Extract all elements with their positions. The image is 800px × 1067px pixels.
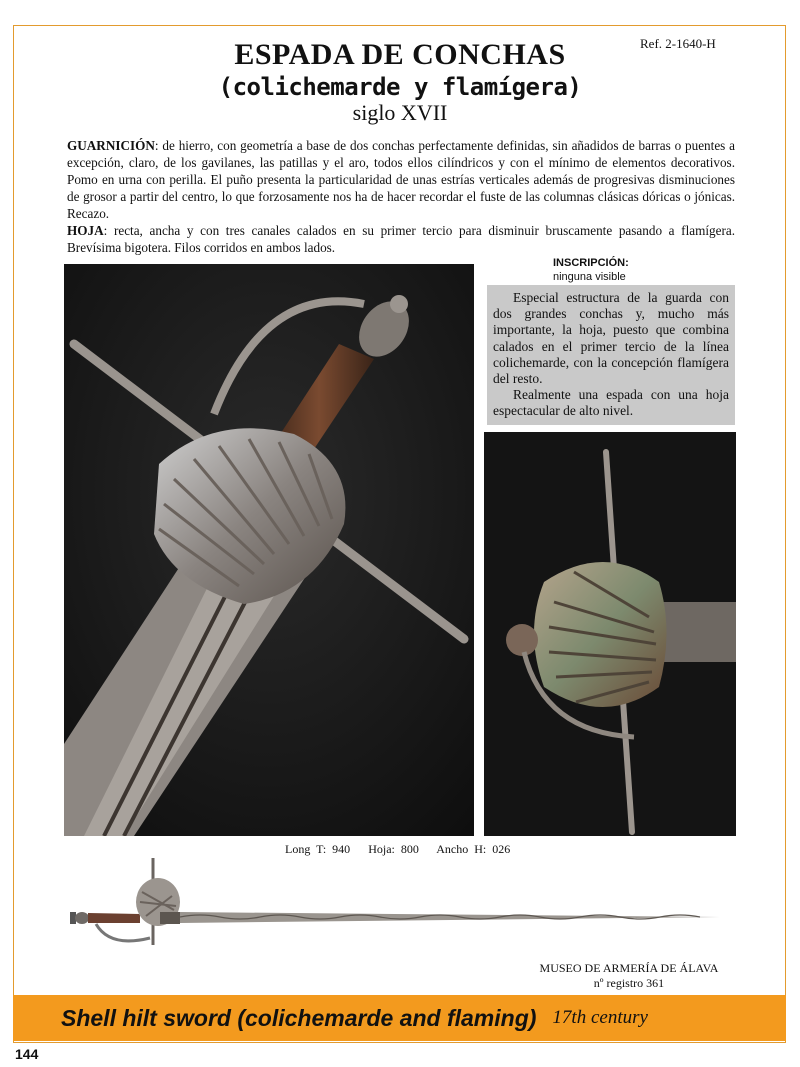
page-number: 144 (15, 1046, 39, 1062)
english-century: 17th century (552, 1007, 648, 1028)
hoja-text: : recta, ancha y con tres canales calados en su primer tercio para disminuir bruscamente pasando a flamígera. Brevísima bigotera. Filos corridos en ambos lados. (67, 223, 735, 255)
hilt-photo-main (64, 264, 474, 836)
inscription-value: ninguna visible (553, 271, 626, 283)
note-paragraph-2: Realmente una espada con una hoja espectacular de alto nivel. (493, 387, 729, 419)
museum-registry: nº registro 361 (593, 976, 665, 990)
total-length: Long T: 940 (285, 842, 351, 856)
guarnicion-text: : de hierro, con geometría a base de dos conchas perfectamente definidas, sin añadidos de barras o puentes a excepción, claro, de los gavilanes, las patillas y el aro, todos ellos cilíndricos y con el mínimo de elementos decorativos. Pomo en urna con perilla. El puño presenta la particularidad de unas estrías verticales además de progresivas disminuciones de grosor a partir del centro, lo que forzosamente nos ha de hacer recordar el fuste de las columnas clásicas dóricas o jónicas. Recazo. (67, 138, 735, 221)
reference-number: Ref. 2-1640-H (640, 36, 716, 51)
note-paragraph-1: Especial estructura de la guarda con dos grandes conchas y, mucho más importante, la hoja, puesto que combina calados en el primer tercio de la línea colichemarde, con la concepción flamígera del resto. (493, 290, 729, 387)
description-block (67, 137, 735, 256)
century-label: siglo XVII (352, 100, 448, 125)
english-title: Shell hilt sword (colichemarde and flaming) (61, 1004, 537, 1031)
blade-length: Hoja: 800 (368, 842, 419, 856)
inscription-label: INSCRIPCIÓN: (553, 257, 629, 269)
hilt-width: Ancho H: 026 (436, 842, 511, 856)
highlight-note (487, 285, 735, 425)
full-sword-photo (60, 850, 730, 964)
hilt-photo-side (484, 432, 736, 836)
page-subtitle: (colichemarde y flamígera) (218, 73, 582, 101)
guarnicion-label: GUARNICIÓN (67, 138, 155, 153)
page-title: ESPADA DE CONCHAS (234, 38, 566, 71)
english-title-banner (13, 995, 786, 1041)
museum-name: MUSEO DE ARMERÍA DE ÁLAVA (539, 961, 719, 975)
museum-credit (520, 961, 738, 991)
hoja-label: HOJA (67, 223, 104, 238)
